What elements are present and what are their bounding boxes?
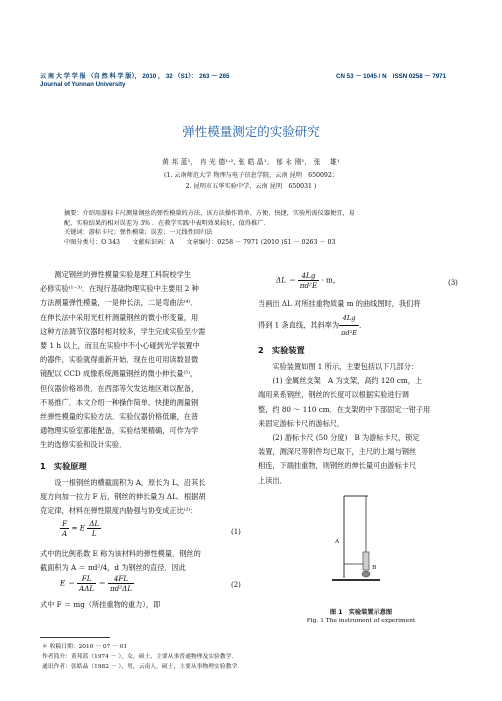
principle-paragraph [40, 476, 244, 519]
section-heading-1: 1 实验原理 [40, 461, 87, 471]
abstract-block [64, 209, 444, 247]
abstract-line: 配，实验结果的相对误差为 3% ．在教学实践中表明效果较好，值得推广． [64, 219, 270, 227]
vernier-caliper [363, 552, 369, 570]
apparatus-figure [330, 490, 410, 590]
paper-title: 弹性模量测定的实验研究 [182, 124, 320, 139]
affiliation-2: 2. 昆明市五华实验中学，云南 昆明 650031 ) [185, 183, 317, 190]
author-bio: 作者简介：黄邦蓝（1974 － ），女，硕士，主要从事普通物理及实验教学． [42, 654, 238, 660]
text-line: (2) 游标卡尺 (50 分度) B 为游标卡尺，锁定 [258, 433, 420, 443]
received-date: ＊ 收稿日期：2010 － 07 － 01 [42, 644, 128, 650]
hanging-weight [362, 571, 370, 577]
abstract-line: 摘要：介绍用游标卡尺测量钢丝的弹性模量的方法，该方法操作简单、方便、快捷，实验所需仪器便宜，易 [64, 210, 355, 217]
text-line: 必修实验⁽¹⁻³⁾．在现行基础物理实验中主要用 2 种 [40, 284, 199, 294]
equation-2: E ＝ $\frac{FL}{\text{AΔL}}$ ＝ $\frac{4FL}{\text{πd²ΔL}}$ [60, 574, 133, 593]
text-line: 相连，下端挂重物，则钢丝的伸长量可由游标卡尺 [258, 461, 417, 471]
text-line: 丝弹性模量的实验方法．实验仪器价格低廉，在普 [40, 412, 199, 422]
text-line: 在伸长法中采用光杠杆测量钢丝的微小形变量，用 [40, 312, 199, 322]
text-line: 得到 1 条直线，其斜率为 $\frac{4Lg}{\text{πd²E}}$ ． [258, 311, 464, 340]
principle-paragraph-2 [40, 547, 244, 575]
text-line: 镜配以 CCD 成像系统测量钢丝的微小伸长量⁽⁵⁾， [40, 369, 198, 379]
footnote-block [42, 642, 243, 672]
text-line: 克定律，材料在弹性限度内胁强与协变成正比⁽²⁾： [40, 506, 198, 516]
text-line: 要 1 h 以上，而且在实验中不小心碰到光学装置中 [40, 341, 200, 351]
keywords-line: 关键词：游标卡尺；弹性模量；误差；一元线性回归法 [64, 229, 213, 236]
corresponding-author: 通讯作者：张皓晶（1982 － ），男，云南人，硕士，主要从事物理实验教学． [42, 664, 244, 670]
intro-paragraph [40, 268, 244, 453]
figure-label-b: B [372, 565, 377, 571]
text-line: 的器件，实验就得重新开始．现在也可用读数显微 [40, 355, 199, 365]
equation-1-number: (1) [231, 528, 241, 536]
text-line: 实验装置如图 1 所示，主要包括以下几部分： [258, 362, 419, 371]
text-line: 整，约 80 ～ 110 cm．在支架的中下部固定一钳子用 [258, 404, 431, 414]
equation-1: $\frac{F}{A}$ = E $\frac{\Delta L}{L}$ [62, 519, 100, 538]
journal-english-name: Journal of Yunnan University [40, 81, 126, 88]
journal-citation: 云 南 大 学 学 报 （自 然 科 学 版）， 2010 ， 32 （S1）： 263 ～ 265 [40, 73, 230, 80]
text-line: 式中的比例系数 E 称为该材料的弹性模量．钢丝的 [40, 549, 201, 558]
equation-2-number: (2) [231, 581, 241, 589]
equation-3: ΔL ＝ $\frac{4Lg}{\text{πd²E}}$ · m， [276, 271, 341, 290]
text-line: 来固定游标卡尺的游标尺． [258, 418, 345, 428]
text-line: 不易推广．本文介绍一种操作简单、快捷的测量钢 [40, 397, 199, 407]
text-line: 生的选修实验和设计实验． [40, 440, 127, 450]
text-line: 当画出 ΔL 对所挂重物质量 m 的曲线图时，我们将 [258, 299, 421, 308]
text-line: 方法测量弹性模量，一是伸长法，二是弯曲法⁽⁴⁾． [40, 298, 198, 308]
text-line: (1) 金属丝支架 A 为支架，高约 120 cm，上 [258, 376, 423, 386]
apparatus-paragraph [258, 360, 464, 488]
author-list: 黄 邦 蓝¹， 冉 光 德¹·², 张 皓 晶¹， 郁 永 刚¹， 张 雄¹ [162, 158, 340, 166]
principle-paragraph-3: 式中 F ＝ mg（所挂重物的重力），即 [40, 600, 161, 609]
text-line: 端用来系钢丝，钢丝的长度可以根据实验进行调 [258, 390, 409, 400]
affiliation-1: (1. 云南师范大学 物理与电子信息学院，云南 昆明 650092； [164, 172, 338, 179]
text-line: 上读出． [258, 475, 287, 485]
journal-issn: CN 53 － 1045 / N ISSN 0258 － 7971 [336, 73, 447, 80]
text-line: 设一根钢丝的横截面积为 A，原长为 L，沿其长 [40, 478, 206, 487]
text-line: 通物理实验室都能配备，实验结果精确，可作为学 [40, 426, 199, 436]
figure-label-a: A [335, 539, 340, 545]
footnote-rule [40, 637, 110, 638]
figure-caption-en: Fig. 1 The instrument of experiment [306, 618, 416, 624]
figure-caption-cn: 图 1 实验装置示意图 [329, 609, 393, 616]
text-line: 测定钢丝的弹性模量实验是理工科院校学生 [40, 270, 191, 279]
text-line: 这种方法调节仪器时相对较多，学生完成实验至少需 [40, 326, 206, 336]
text-line: 度方向加一拉力 F 后，钢丝的伸长量为 ΔL．根据胡 [40, 492, 206, 502]
text-line: 但仪器价格昂贵．在西部等欠发达地区难以配备， [40, 383, 199, 393]
section-heading-2: 2 实验装置 [258, 345, 305, 355]
text-line: 装置，测深尺等附件均已取下，主尺的上端与钢丝 [258, 447, 417, 457]
classification-line: 中图分类号：O 343 文献标识码：A 文章编号：0258 － 7971 (2010 )S1 － 0263 － 03 [64, 238, 336, 246]
slope-paragraph [258, 297, 464, 341]
equation-3-number: (3) [448, 279, 458, 287]
text-line: 截面积为 A ＝ πd²/4，d 为钢丝的直径．因此 [40, 563, 186, 573]
